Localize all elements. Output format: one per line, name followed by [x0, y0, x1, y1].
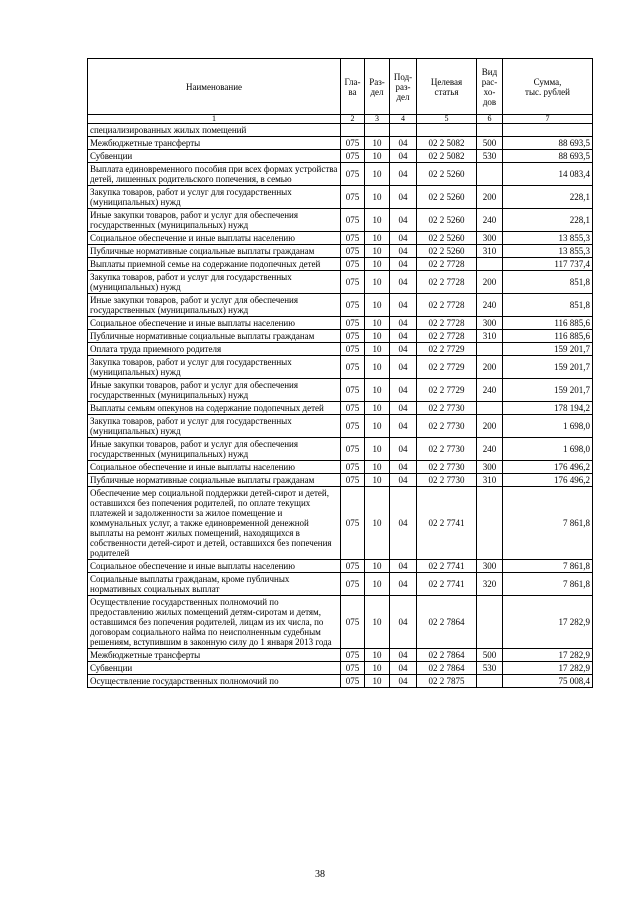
row-name: Иные закупки товаров, работ и услуг для обеспечения государственных (муниципальных) нужд — [88, 379, 341, 402]
row-sum: 116 885,6 — [503, 317, 593, 330]
row-vid: 240 — [477, 209, 503, 232]
row-razdel: 10 — [365, 343, 390, 356]
row-glava: 075 — [341, 271, 365, 294]
row-name: Закупка товаров, работ и услуг для государственных (муниципальных) нужд — [88, 356, 341, 379]
row-glava: 075 — [341, 258, 365, 271]
row-name: Субвенции — [88, 662, 341, 675]
table-row — [88, 271, 593, 294]
table-row — [88, 258, 593, 271]
row-vid: 200 — [477, 356, 503, 379]
row-glava: 075 — [341, 209, 365, 232]
row-target: 02 2 7741 — [417, 487, 477, 560]
row-vid: 530 — [477, 662, 503, 675]
row-target: 02 2 7730 — [417, 438, 477, 461]
col-header-podrazdel: Под- раз- дел — [390, 59, 417, 115]
row-sum: 17 282,9 — [503, 649, 593, 662]
row-podrazdel: 04 — [390, 232, 417, 245]
row-glava: 075 — [341, 150, 365, 163]
table-row — [88, 186, 593, 209]
table-row — [88, 402, 593, 415]
table-row — [88, 124, 593, 137]
row-podrazdel: 04 — [390, 186, 417, 209]
row-razdel: 10 — [365, 245, 390, 258]
row-glava: 075 — [341, 163, 365, 186]
row-target: 02 2 7730 — [417, 461, 477, 474]
row-target: 02 2 7729 — [417, 343, 477, 356]
row-sum: 7 861,8 — [503, 573, 593, 596]
row-target: 02 2 7864 — [417, 596, 477, 649]
row-podrazdel: 04 — [390, 317, 417, 330]
row-sum: 7 861,8 — [503, 560, 593, 573]
row-sum: 176 496,2 — [503, 474, 593, 487]
row-razdel: 10 — [365, 487, 390, 560]
row-glava: 075 — [341, 294, 365, 317]
row-razdel: 10 — [365, 379, 390, 402]
row-razdel: 10 — [365, 186, 390, 209]
row-vid: 500 — [477, 649, 503, 662]
row-target: 02 2 7730 — [417, 402, 477, 415]
row-razdel — [365, 124, 390, 137]
row-glava: 075 — [341, 379, 365, 402]
row-vid: 530 — [477, 150, 503, 163]
row-glava: 075 — [341, 317, 365, 330]
row-podrazdel: 04 — [390, 245, 417, 258]
row-sum: 228,1 — [503, 186, 593, 209]
row-name: Закупка товаров, работ и услуг для государственных (муниципальных) нужд — [88, 415, 341, 438]
table-row — [88, 163, 593, 186]
table-row — [88, 150, 593, 163]
row-podrazdel: 04 — [390, 258, 417, 271]
row-sum: 88 693,5 — [503, 137, 593, 150]
row-vid: 310 — [477, 330, 503, 343]
row-vid — [477, 258, 503, 271]
row-razdel: 10 — [365, 163, 390, 186]
row-target: 02 2 7729 — [417, 379, 477, 402]
col-number: 2 — [341, 115, 365, 124]
row-podrazdel: 04 — [390, 649, 417, 662]
row-target: 02 2 7729 — [417, 356, 477, 379]
table-row — [88, 343, 593, 356]
row-target: 02 2 5260 — [417, 209, 477, 232]
row-name: Иные закупки товаров, работ и услуг для обеспечения государственных (муниципальных) нужд — [88, 209, 341, 232]
row-vid: 200 — [477, 415, 503, 438]
row-glava: 075 — [341, 474, 365, 487]
row-sum: 159 201,7 — [503, 379, 593, 402]
row-podrazdel: 04 — [390, 596, 417, 649]
row-target: 02 2 5260 — [417, 163, 477, 186]
budget-table — [87, 58, 593, 688]
row-target — [417, 124, 477, 137]
row-vid: 310 — [477, 474, 503, 487]
row-razdel: 10 — [365, 675, 390, 688]
row-target: 02 2 7728 — [417, 271, 477, 294]
row-name: Социальное обеспечение и иные выплаты населению — [88, 560, 341, 573]
row-glava: 075 — [341, 675, 365, 688]
row-name: Публичные нормативные социальные выплаты гражданам — [88, 245, 341, 258]
col-header-name: Наименование — [88, 59, 341, 115]
row-target: 02 2 7728 — [417, 294, 477, 317]
row-sum: 176 496,2 — [503, 461, 593, 474]
row-vid — [477, 596, 503, 649]
row-glava: 075 — [341, 487, 365, 560]
row-sum: 178 194,2 — [503, 402, 593, 415]
row-sum: 17 282,9 — [503, 662, 593, 675]
row-razdel: 10 — [365, 649, 390, 662]
col-header-vid: Вид рас- хо- дов — [477, 59, 503, 115]
row-razdel: 10 — [365, 474, 390, 487]
col-header-glava: Гла- ва — [341, 59, 365, 115]
row-sum: 159 201,7 — [503, 356, 593, 379]
row-podrazdel: 04 — [390, 402, 417, 415]
row-vid: 500 — [477, 137, 503, 150]
row-target: 02 2 5260 — [417, 186, 477, 209]
col-number: 1 — [88, 115, 341, 124]
row-podrazdel: 04 — [390, 137, 417, 150]
row-glava — [341, 124, 365, 137]
table-row — [88, 649, 593, 662]
row-glava: 075 — [341, 402, 365, 415]
table-row — [88, 662, 593, 675]
table-row — [88, 573, 593, 596]
row-sum: 13 855,3 — [503, 232, 593, 245]
column-number-row — [88, 115, 593, 124]
row-sum: 7 861,8 — [503, 487, 593, 560]
row-podrazdel: 04 — [390, 560, 417, 573]
row-sum: 851,8 — [503, 271, 593, 294]
row-sum: 851,8 — [503, 294, 593, 317]
table-row — [88, 461, 593, 474]
row-name: Закупка товаров, работ и услуг для государственных (муниципальных) нужд — [88, 271, 341, 294]
table-row — [88, 330, 593, 343]
row-glava: 075 — [341, 330, 365, 343]
row-sum: 88 693,5 — [503, 150, 593, 163]
row-razdel: 10 — [365, 596, 390, 649]
row-podrazdel — [390, 124, 417, 137]
row-target: 02 2 7864 — [417, 649, 477, 662]
table-row — [88, 294, 593, 317]
row-target: 02 2 5260 — [417, 232, 477, 245]
row-target: 02 2 7864 — [417, 662, 477, 675]
row-razdel: 10 — [365, 317, 390, 330]
row-target: 02 2 5260 — [417, 245, 477, 258]
table-row — [88, 474, 593, 487]
row-sum: 13 855,3 — [503, 245, 593, 258]
col-number: 5 — [417, 115, 477, 124]
row-target: 02 2 7741 — [417, 560, 477, 573]
row-vid: 300 — [477, 461, 503, 474]
row-glava: 075 — [341, 245, 365, 258]
row-glava: 075 — [341, 662, 365, 675]
row-name: Межбюджетные трансферты — [88, 649, 341, 662]
row-target: 02 2 7741 — [417, 573, 477, 596]
table-row — [88, 596, 593, 649]
row-name: Иные закупки товаров, работ и услуг для обеспечения государственных (муниципальных) нужд — [88, 438, 341, 461]
row-vid — [477, 124, 503, 137]
table-body — [88, 124, 593, 688]
row-target: 02 2 7728 — [417, 258, 477, 271]
row-sum: 14 083,4 — [503, 163, 593, 186]
row-podrazdel: 04 — [390, 163, 417, 186]
col-number: 6 — [477, 115, 503, 124]
row-vid — [477, 163, 503, 186]
table-row — [88, 317, 593, 330]
row-name: Межбюджетные трансферты — [88, 137, 341, 150]
row-target: 02 2 5082 — [417, 137, 477, 150]
page-number: 38 — [315, 869, 325, 880]
table-row — [88, 438, 593, 461]
table-row — [88, 356, 593, 379]
row-vid: 300 — [477, 560, 503, 573]
table-row — [88, 137, 593, 150]
row-glava: 075 — [341, 186, 365, 209]
row-podrazdel: 04 — [390, 415, 417, 438]
row-glava: 075 — [341, 415, 365, 438]
row-razdel: 10 — [365, 356, 390, 379]
row-razdel: 10 — [365, 438, 390, 461]
row-name: специализированных жилых помещений — [88, 124, 341, 137]
row-podrazdel: 04 — [390, 356, 417, 379]
row-razdel: 10 — [365, 232, 390, 245]
row-podrazdel: 04 — [390, 573, 417, 596]
row-name: Социальные выплаты гражданам, кроме публичных нормативных социальных выплат — [88, 573, 341, 596]
row-vid: 310 — [477, 245, 503, 258]
row-name: Публичные нормативные социальные выплаты гражданам — [88, 474, 341, 487]
row-glava: 075 — [341, 137, 365, 150]
row-name: Выплаты семьям опекунов на содержание подопечных детей — [88, 402, 341, 415]
row-glava: 075 — [341, 438, 365, 461]
row-sum: 159 201,7 — [503, 343, 593, 356]
row-vid — [477, 343, 503, 356]
table-row — [88, 675, 593, 688]
row-vid: 200 — [477, 271, 503, 294]
row-target: 02 2 7730 — [417, 474, 477, 487]
row-sum: 75 008,4 — [503, 675, 593, 688]
row-glava: 075 — [341, 573, 365, 596]
row-vid: 200 — [477, 186, 503, 209]
row-name: Субвенции — [88, 150, 341, 163]
row-name: Выплата единовременного пособия при всех формах устройства детей, лишенных родительского попечения, в семью — [88, 163, 341, 186]
row-vid: 320 — [477, 573, 503, 596]
table-row — [88, 415, 593, 438]
row-podrazdel: 04 — [390, 150, 417, 163]
row-glava: 075 — [341, 461, 365, 474]
row-podrazdel: 04 — [390, 379, 417, 402]
col-header-target: Целевая статья — [417, 59, 477, 115]
row-podrazdel: 04 — [390, 474, 417, 487]
row-target: 02 2 5082 — [417, 150, 477, 163]
row-razdel: 10 — [365, 209, 390, 232]
row-sum: 1 698,0 — [503, 438, 593, 461]
row-razdel: 10 — [365, 150, 390, 163]
col-number: 3 — [365, 115, 390, 124]
row-sum: 117 737,4 — [503, 258, 593, 271]
row-podrazdel: 04 — [390, 209, 417, 232]
row-target: 02 2 7728 — [417, 317, 477, 330]
row-vid: 240 — [477, 438, 503, 461]
row-razdel: 10 — [365, 415, 390, 438]
row-podrazdel: 04 — [390, 461, 417, 474]
row-razdel: 10 — [365, 461, 390, 474]
row-target: 02 2 7728 — [417, 330, 477, 343]
row-podrazdel: 04 — [390, 675, 417, 688]
row-vid: 300 — [477, 317, 503, 330]
row-podrazdel: 04 — [390, 487, 417, 560]
table-row — [88, 379, 593, 402]
row-glava: 075 — [341, 232, 365, 245]
row-razdel: 10 — [365, 573, 390, 596]
row-name: Иные закупки товаров, работ и услуг для обеспечения государственных (муниципальных) нужд — [88, 294, 341, 317]
row-vid: 240 — [477, 294, 503, 317]
row-sum: 116 885,6 — [503, 330, 593, 343]
row-razdel: 10 — [365, 271, 390, 294]
row-target: 02 2 7730 — [417, 415, 477, 438]
col-header-sum: Сумма, тыс. рублей — [503, 59, 593, 115]
row-sum: 1 698,0 — [503, 415, 593, 438]
row-vid — [477, 675, 503, 688]
row-glava: 075 — [341, 649, 365, 662]
row-podrazdel: 04 — [390, 438, 417, 461]
row-podrazdel: 04 — [390, 330, 417, 343]
table-row — [88, 487, 593, 560]
row-name: Публичные нормативные социальные выплаты гражданам — [88, 330, 341, 343]
row-razdel: 10 — [365, 560, 390, 573]
table-row — [88, 232, 593, 245]
row-sum — [503, 124, 593, 137]
row-name: Осуществление государственных полномочий по — [88, 675, 341, 688]
row-razdel: 10 — [365, 294, 390, 317]
row-glava: 075 — [341, 560, 365, 573]
row-vid — [477, 487, 503, 560]
col-header-razdel: Раз- дел — [365, 59, 390, 115]
row-razdel: 10 — [365, 258, 390, 271]
table-row — [88, 209, 593, 232]
row-vid: 300 — [477, 232, 503, 245]
row-name: Социальное обеспечение и иные выплаты населению — [88, 232, 341, 245]
row-target: 02 2 7875 — [417, 675, 477, 688]
row-vid — [477, 402, 503, 415]
row-podrazdel: 04 — [390, 294, 417, 317]
row-sum: 17 282,9 — [503, 596, 593, 649]
row-glava: 075 — [341, 596, 365, 649]
row-razdel: 10 — [365, 330, 390, 343]
row-podrazdel: 04 — [390, 343, 417, 356]
row-name: Обеспечение мер социальной поддержки детей-сирот и детей, оставшихся без попечения родителей, по оплате текущих платежей и задолженности за жилое помещение и коммунальных услуг, а также единовременной денежной выплаты на ремонт жилых помещений, находящихся в собственности детей-сирот и детей, оставшихся без попечения родителей — [88, 487, 341, 560]
row-podrazdel: 04 — [390, 662, 417, 675]
row-name: Социальное обеспечение и иные выплаты населению — [88, 317, 341, 330]
row-name: Социальное обеспечение и иные выплаты населению — [88, 461, 341, 474]
header-row — [88, 59, 593, 115]
row-glava: 075 — [341, 356, 365, 379]
row-podrazdel: 04 — [390, 271, 417, 294]
table-row — [88, 560, 593, 573]
row-name: Оплата труда приемного родителя — [88, 343, 341, 356]
row-sum: 228,1 — [503, 209, 593, 232]
row-name: Осуществление государственных полномочий по предоставлению жилых помещений детям-сиротам и детям, оставшимся без попечения родителей, лицам из их числа, по договорам социального найма по неисполненным судебным решениям, вступившим в законную силу до 1 января 2013 года — [88, 596, 341, 649]
col-number: 4 — [390, 115, 417, 124]
row-vid: 240 — [477, 379, 503, 402]
col-number: 7 — [503, 115, 593, 124]
row-name: Выплаты приемной семье на содержание подопечных детей — [88, 258, 341, 271]
row-razdel: 10 — [365, 402, 390, 415]
table-row — [88, 245, 593, 258]
row-razdel: 10 — [365, 137, 390, 150]
row-name: Закупка товаров, работ и услуг для государственных (муниципальных) нужд — [88, 186, 341, 209]
row-glava: 075 — [341, 343, 365, 356]
row-razdel: 10 — [365, 662, 390, 675]
